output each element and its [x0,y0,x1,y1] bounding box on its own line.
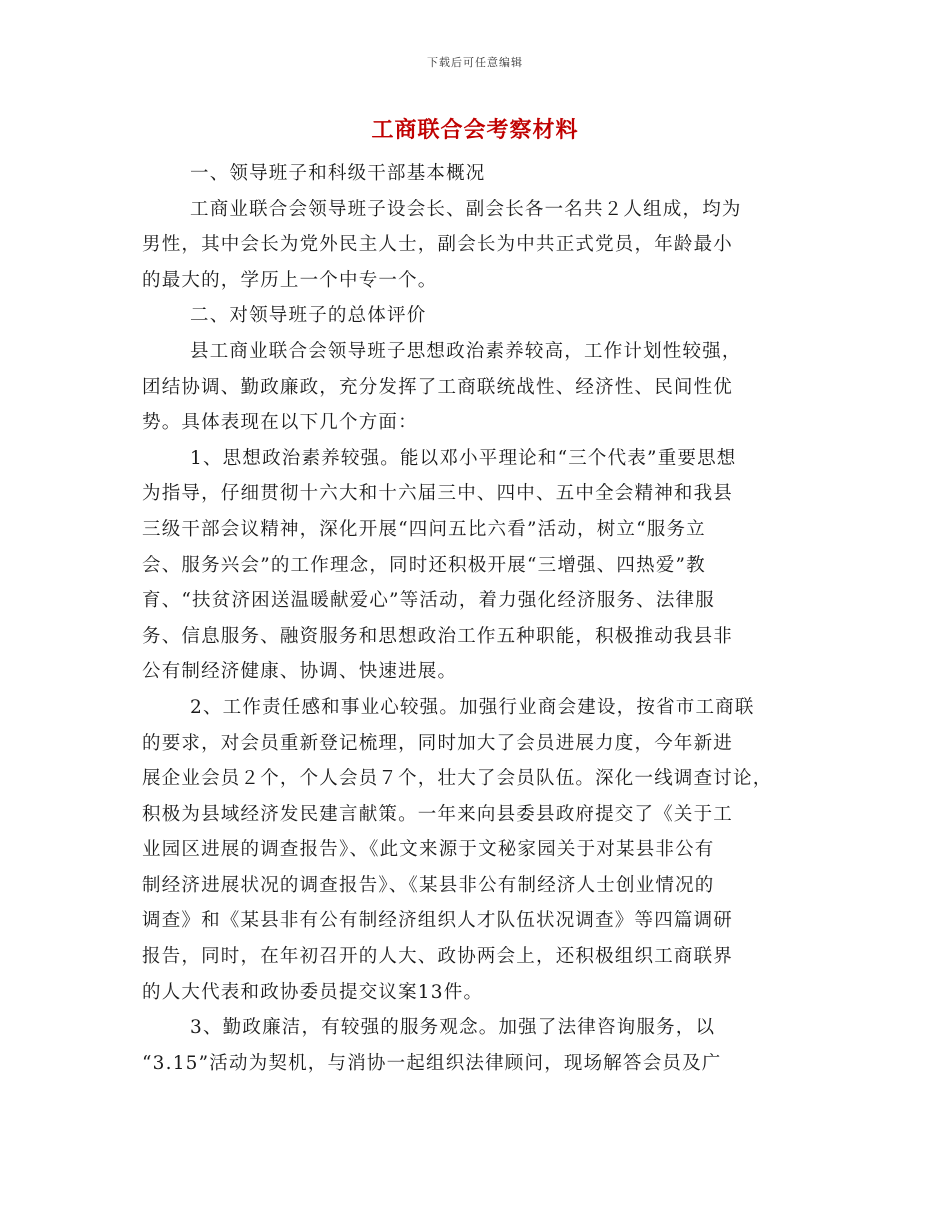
body-line: 会、服务兴会”的工作理念，同时还积极开展“三增强、四热爱”教 [142,554,706,576]
body-line: 积极为县域经济发民建言献策。一年来向县委县政府提交了《关于工 [142,803,734,825]
body-line: 报告，同时，在年初召开的人大、政协两会上，还积极组织工商联界 [142,946,734,968]
body-line: “3.15”活动为契机，与消协一起组织法律顾问，现场解答会员及广 [142,1052,722,1074]
body-line: 县工商业联合会领导班子思想政治素养较高，工作计划性较强， [190,340,742,362]
body-line: 育、“扶贫济困送温暖献爱心”等活动，着力强化经济服务、法律服 [142,590,715,612]
body-line: 一、领导班子和科级干部基本概况 [190,163,486,184]
body-line: 展企业会员２个，个人会员７个，壮大了会员队伍。深化一线调查讨论， [142,768,773,790]
body-line: 1、思想政治素养较强。能以邓小平理论和“三个代表”重要思想 [190,447,737,469]
body-line: 的人大代表和政协委员提交议案13件。 [142,981,484,1003]
body-line: 3、勤政廉洁，有较强的服务观念。加强了法律咨询服务，以 [190,1017,716,1039]
body-line: 的要求，对会员重新登记梳理，同时加大了会员进展力度，今年新进 [142,732,734,754]
body-line: 的最大的，学历上一个中专一个。 [142,269,438,291]
document-title: 工商联合会考察材料 [371,117,579,143]
header-note: 下载后可任意编辑 [427,56,523,69]
body-line: 工商业联合会领导班子设会长、副会长各一名共２人组成，均为 [190,198,742,220]
body-line: 男性，其中会长为党外民主人士，副会长为中共正式党员，年龄最小 [142,234,734,256]
body-line: 为指导，仔细贯彻十六大和十六届三中、四中、五中全会精神和我县 [142,483,734,505]
body-line: 调查》和《某县非有公有制经济组织人才队伍状况调查》等四篇调研 [142,910,734,932]
body-line: 业园区进展的调查报告》、《此文来源于文秘家园关于对某县非公有 [142,839,715,861]
body-line: 团结协调、勤政廉政，充分发挥了工商联统战性、经济性、民间性优 [142,376,734,398]
body-line: 二、对领导班子的总体评价 [190,305,427,327]
document-body [142,156,810,1081]
body-line: 公有制经济健康、协调、快速进展。 [142,661,458,683]
body-line: 务、信息服务、融资服务和思想政治工作五种职能，积极推动我县非 [142,625,734,647]
body-line: 势。具体表现在以下几个方面： [142,412,418,434]
body-line: 2、工作责任感和事业心较强。加强行业商会建设，按省市工商联 [190,696,755,718]
body-line: 制经济进展状况的调查报告》、《某县非公有制经济人士创业情况的 [142,874,715,896]
body-line: 三级干部会议精神，深化开展“四问五比六看”活动，树立“服务立 [142,518,706,540]
